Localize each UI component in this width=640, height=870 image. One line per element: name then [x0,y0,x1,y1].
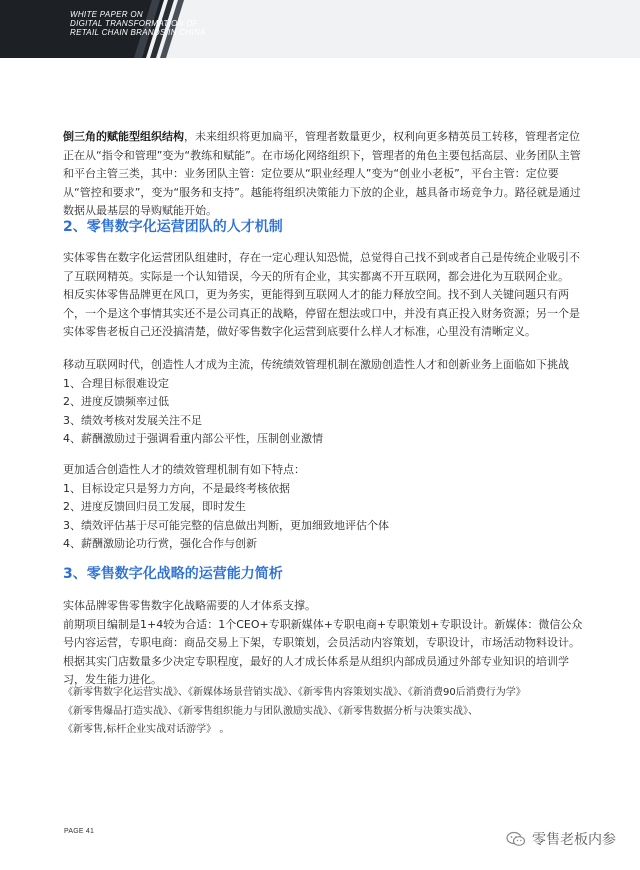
intro-block [63,128,583,221]
intro-bold-term: 倒三角的赋能型组织结构 [63,130,184,143]
section-3-paragraph-2: 前期项目编制是1+4较为合适：1个CEO+专职新媒体+专职电商+专职策划+专职设计。新媒体：微信公众号内容运营，专职电商：商品交易上下架，专职策划，会员活动内容策划，专职设计，市场活动物料设计。根据其实门店数量多少决定专职程度，最好的人才成长体系是从组织内部成员通过外部专业知识的培训学习，发生能力进化。 [63,617,583,686]
book-list-line-1: 《新零售数字化运营实战》、《新媒体场景营销实战》、《新零售内容策划实战》、《新消费90后消费行为学》 [63,687,526,698]
list-item: 4、薪酬激励过于强调看重内部公平性，压制创业激情 [63,432,323,445]
section-2-paragraph-1: 实体零售在数字化运营团队组建时，存在一定心理认知恐慌，总觉得自己找不到或者自己是传统企业吸引不了互联网精英。实际是一个认知错误，今天的所有企业，其实都离不开互联网，都会进化为互联网企业。 [63,251,580,283]
watermark [506,829,616,849]
section-2-heading: 2、零售数字化运营团队的人才机制 [63,219,283,235]
header-title [70,10,206,37]
intro-paragraph [63,128,583,221]
page-number: PAGE 41 [64,828,95,835]
wechat-icon [506,831,526,847]
section-3-paragraph-1: 实体品牌零售零售数字化战略需要的人才体系支撑。 [63,599,316,612]
intro-text: ，未来组织将更加扁平，管理者数量更少，权利向更多精英员工转移，管理者定位正在从“指令和管理”变为“教练和赋能”。在市场化网络组织下，管理者的角色主要包括高层、业务团队主管和平台主管三类，其中：业务团队主管：定位要从“职业经理人”变为“创业小老板”，平台主管：定位要从“管控和要求”，变为“服务和支持”。越能将组织决策能力下放的企业，越具备市场竞争力。路径就是通过数据从最基层的导购赋能开始。 [63,130,581,217]
list-item: 1、合理目标很难设定 [63,376,169,390]
list-item: 3、绩效评估基于尽可能完整的信息做出判断，更加细致地评估个体 [63,518,389,532]
section-2-body [63,249,583,342]
challenges-intro: 移动互联网时代，创造性人才成为主流，传统绩效管理机制在激励创造性人才和创新业务上面临如下挑战 [63,358,569,371]
header-title-line-3: RETAIL CHAIN BRANDS IN CHINA [70,28,206,37]
header-title-line-2: DIGITAL TRANSFORMATION OF [70,19,198,28]
features-intro: 更加适合创造性人才的绩效管理机制有如下特点： [63,463,305,476]
header-title-line-1: WHITE PAPER ON [70,10,143,19]
watermark-text: 零售老板内参 [532,832,616,848]
list-item: 2、进度反馈频率过低 [63,395,169,408]
list-item: 3、绩效考核对发展关注不足 [63,413,202,427]
book-list [63,684,583,740]
list-item: 1、目标设定只是努力方向，不是最终考核依据 [63,481,290,495]
list-item: 4、薪酬激励论功行赏，强化合作与创新 [63,537,257,550]
section-2-paragraph-2: 相反实体零售品牌更在风口，更为务实，更能得到互联网人才的能力释放空间。找不到人关键问题只有两个，一个是这个事情其实还不是公司真正的战略，停留在想法或口中，并没有真正投入财务资源；另一个是实体零售老板自己还没搞清楚，做好零售数字化运营到底要什么样人才标准，心里没有清晰定义。 [63,288,580,338]
book-list-line-3: 《新零售,标杆企业实战对话游学》 。 [63,724,230,735]
section-3-body [63,597,583,690]
list-item: 2、进度反馈回归员工发展，即时发生 [63,500,246,513]
book-list-line-2: 《新零售爆品打造实战》、《新零售组织能力与团队激励实战》、《新零售数据分析与决策实战》、 [63,705,478,717]
section-3-heading: 3、零售数字化战略的运营能力简析 [63,566,283,582]
features-list [63,461,583,554]
challenges-list [63,356,583,449]
